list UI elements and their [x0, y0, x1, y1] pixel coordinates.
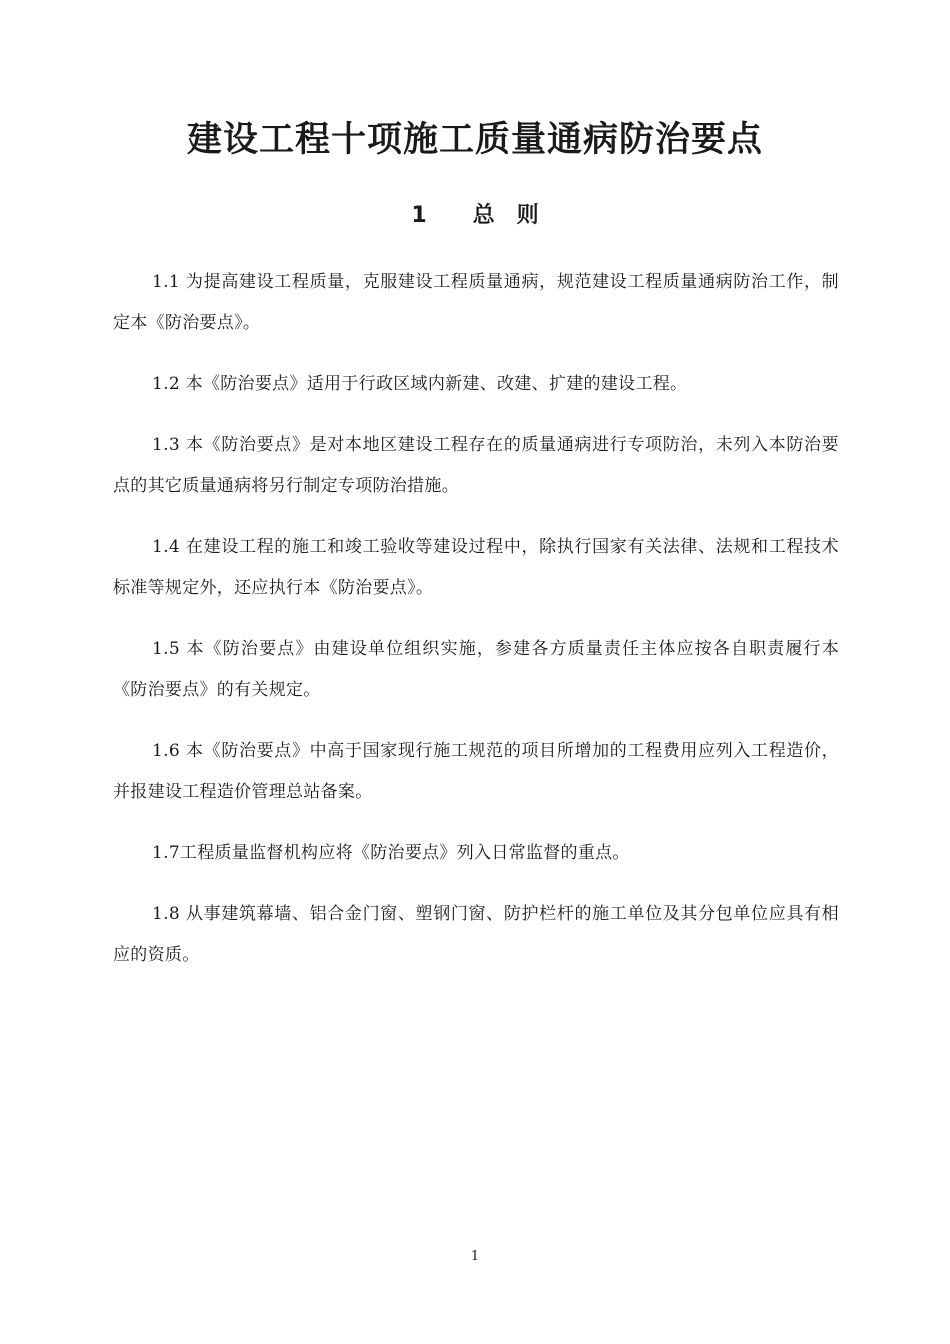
clause-1-6: 1.6 本《防治要点》中高于国家现行施工规范的项目所增加的工程费用应列入工程造价，并报建设工程造价管理总站备案。 [113, 741, 839, 802]
section-title: 总则 [472, 203, 561, 228]
clause-1-7: 1.7工程质量监督机构应将《防治要点》列入日常监督的重点。 [152, 843, 630, 863]
clause-1-3: 1.3 本《防治要点》是对本地区建设工程存在的质量通病进行专项防治，未列入本防治要点的其它质量通病将另行制定专项防治措施。 [113, 435, 839, 496]
document-title: 建设工程十项施工质量通病防治要点 [186, 119, 763, 160]
section-number: 1 [411, 203, 427, 228]
clause-1-1: 1.1 为提高建设工程质量，克服建设工程质量通病，规范建设工程质量通病防治工作，制定本《防治要点》。 [113, 272, 839, 333]
page-number: 1 [470, 1249, 480, 1264]
section-heading [0, 196, 950, 236]
clause-1-2: 1.2 本《防治要点》适用于行政区域内新建、改建、扩建的建设工程。 [152, 374, 688, 394]
clause-1-5: 1.5 本《防治要点》由建设单位组织实施，参建各方质量责任主体应按各自职责履行本《防治要点》的有关规定。 [113, 639, 839, 700]
clause-1-4: 1.4 在建设工程的施工和竣工验收等建设过程中，除执行国家有关法律、法规和工程技术标准等规定外，还应执行本《防治要点》。 [113, 537, 839, 598]
clause-1-8: 1.8 从事建筑幕墙、铝合金门窗、塑钢门窗、防护栏杆的施工单位及其分包单位应具有相应的资质。 [113, 904, 839, 965]
clause-list [113, 262, 839, 996]
